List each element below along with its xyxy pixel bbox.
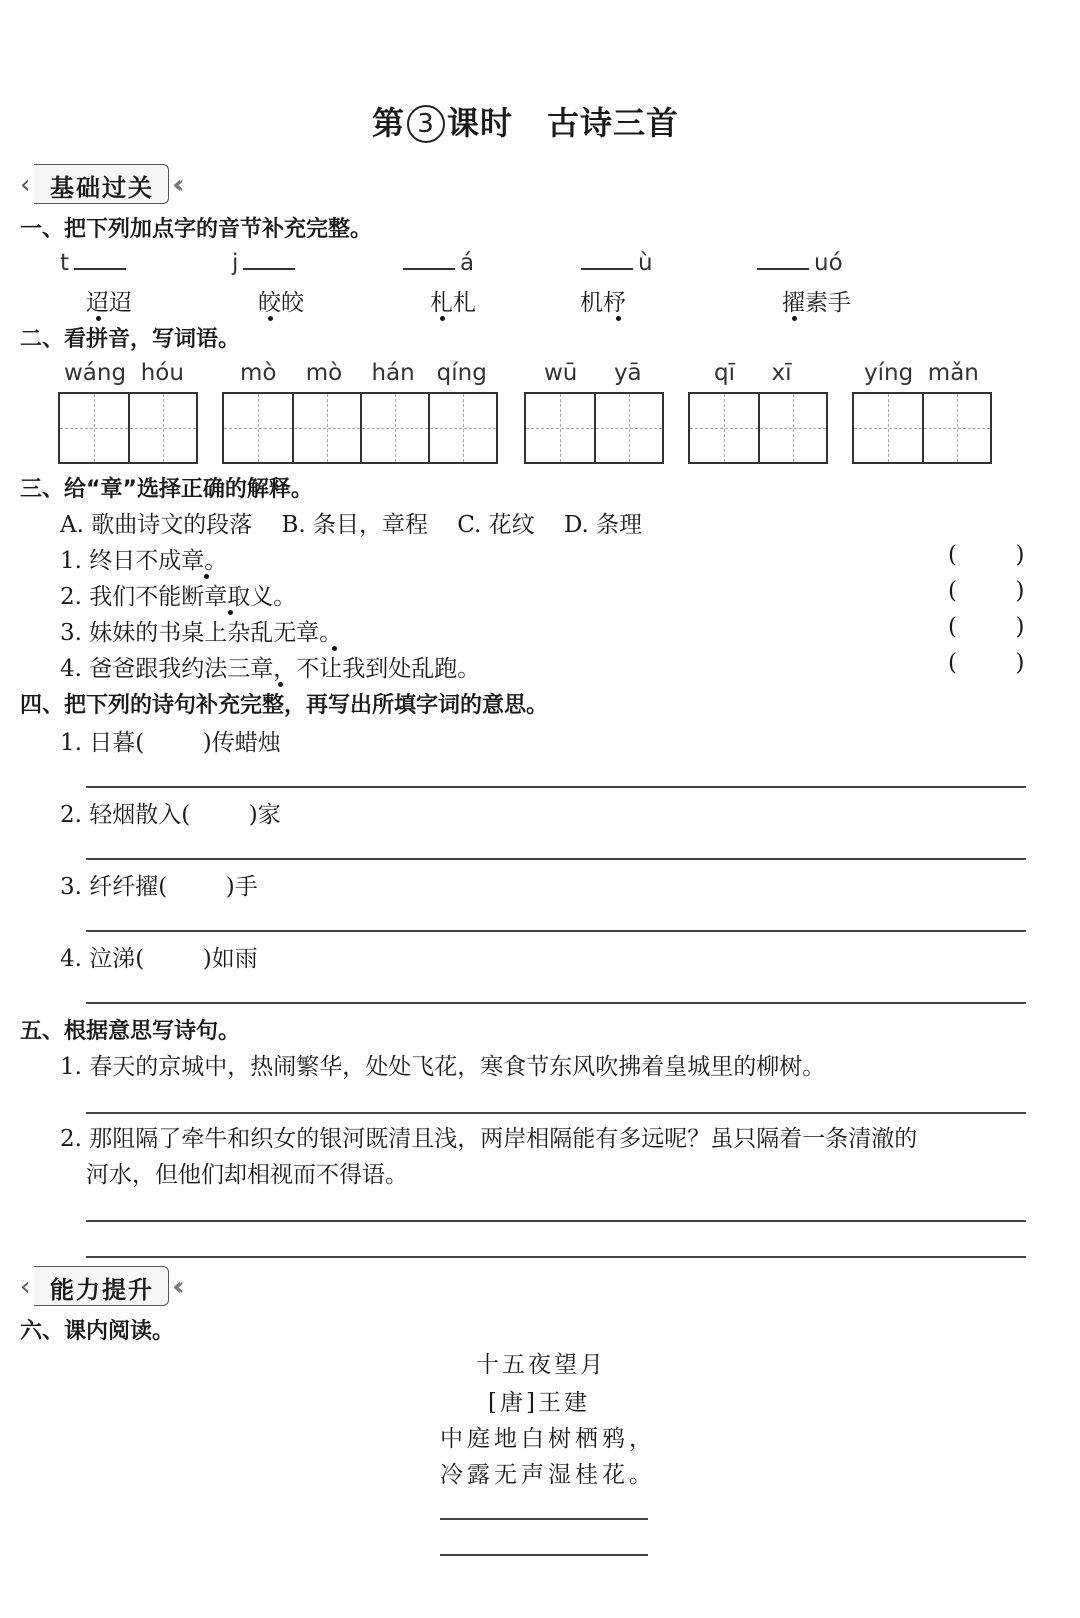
answer-bracket[interactable]: ( ) (948, 614, 1025, 640)
q2-pinyin-2: mò mò hán qíng (240, 360, 487, 386)
answer-blank[interactable] (757, 268, 809, 270)
q3-options: A. 歌曲诗文的段落 B. 条目，章程 C. 花纹 D. 条理 (60, 512, 643, 538)
q4-item-3: 3. 纤纤擢( )手 (60, 874, 258, 900)
emphasis-dot (96, 316, 101, 321)
q1-word-4: 机杼 (580, 290, 626, 316)
q1-word-2: 皎皎 (258, 290, 304, 316)
q1-word-5: 擢素手 (782, 290, 851, 316)
answer-bracket[interactable]: ( ) (948, 650, 1025, 676)
q4-item-1: 1. 日暮( )传蜡烛 (60, 730, 281, 756)
question-3-heading: 三、给“章”选择正确的解释。 (20, 477, 313, 502)
q3-item-2: 2. 我们不能断章取义。 (60, 584, 297, 610)
section-tab-ability (20, 1266, 200, 1306)
emphasis-dot (332, 646, 337, 651)
question-4-heading: 四、把下列的诗句补充完整，再写出所填字词的意思。 (20, 693, 549, 718)
title-name: 古诗三首 (547, 104, 680, 142)
q4-item-2: 2. 轻烟散入( )家 (60, 802, 281, 828)
title-prefix: 第 (372, 104, 406, 142)
q1-word-3: 札札 (430, 290, 476, 316)
emphasis-dot (792, 316, 797, 321)
section-label-ability: 能力提升 (50, 1276, 154, 1304)
poem-line-1: 中庭地白树栖鸦， (440, 1426, 656, 1452)
q1-syllable-3: á (398, 250, 474, 276)
q2-pinyin-5: yíng mǎn (864, 360, 979, 386)
section-label-basic: 基础过关 (50, 174, 154, 202)
answer-line[interactable] (86, 786, 1026, 788)
question-1-heading: 一、把下列加点字的音节补充完整。 (20, 217, 373, 242)
left-chevron-icon: ‹ (20, 170, 31, 200)
double-chevron-icon: ‹‹ (172, 1272, 177, 1302)
question-5-heading: 五、根据意思写诗句。 (20, 1019, 241, 1044)
answer-line[interactable] (86, 930, 1026, 932)
answer-blank[interactable] (74, 268, 126, 270)
answer-line[interactable] (440, 1518, 648, 1520)
q1-syllable-2: j (232, 250, 300, 276)
emphasis-dot (278, 682, 283, 687)
q3-item-1: 1. 终日不成章。 (60, 548, 228, 574)
answer-line[interactable] (86, 1220, 1026, 1222)
q2-pinyin-4: qī xī (714, 360, 792, 386)
section-tab-basic (20, 164, 200, 204)
answer-line[interactable] (86, 858, 1026, 860)
answer-blank[interactable] (243, 268, 295, 270)
q1-syllable-4: ù (576, 250, 653, 276)
poem-author: [唐]王建 (488, 1390, 590, 1416)
answer-line[interactable] (86, 1002, 1026, 1004)
answer-bracket[interactable]: ( ) (948, 578, 1025, 604)
q1-syllable-1: t (60, 250, 131, 276)
page-title (372, 98, 679, 144)
q2-pinyin-3: wū yā (544, 360, 642, 386)
title-suffix: 课时 (447, 104, 514, 142)
question-6-heading: 六、课内阅读。 (20, 1319, 175, 1344)
answer-line[interactable] (440, 1554, 648, 1556)
writing-grid-5[interactable] (852, 392, 992, 464)
emphasis-dot (268, 316, 273, 321)
q1-syllable-5: uó (752, 250, 843, 276)
writing-grid-4[interactable] (688, 392, 828, 464)
q5-item-1: 1. 春天的京城中，热闹繁华，处处飞花，寒食节东风吹拂着皇城里的柳树。 (60, 1054, 826, 1080)
question-2-heading: 二、看拼音，写词语。 (20, 327, 241, 352)
poem-line-2: 冷露无声湿桂花。 (440, 1462, 656, 1488)
q2-pinyin-1: wáng hóu (64, 360, 184, 386)
answer-blank[interactable] (581, 268, 633, 270)
answer-line[interactable] (86, 1256, 1026, 1258)
answer-blank[interactable] (403, 268, 455, 270)
writing-grid-3[interactable] (524, 392, 664, 464)
emphasis-dot (204, 574, 209, 579)
q5-item-2-line-2: 河水，但他们却相视而不得语。 (86, 1162, 408, 1188)
writing-grid-1[interactable] (58, 392, 198, 464)
q3-item-4: 4. 爸爸跟我约法三章，不让我到处乱跑。 (60, 656, 481, 682)
emphasis-dot (440, 316, 445, 321)
answer-line[interactable] (86, 1112, 1026, 1114)
answer-bracket[interactable]: ( ) (948, 542, 1025, 568)
emphasis-dot (616, 316, 621, 321)
q1-word-1: 迢迢 (86, 290, 132, 316)
q4-item-4: 4. 泣涕( )如雨 (60, 946, 258, 972)
lesson-number-badge: 3 (407, 105, 445, 143)
emphasis-dot (228, 610, 233, 615)
q3-item-3: 3. 妹妹的书桌上杂乱无章。 (60, 620, 343, 646)
writing-grid-2[interactable] (222, 392, 498, 464)
double-chevron-icon: ‹‹ (172, 170, 177, 200)
q5-item-2-line-1: 2. 那阻隔了牵牛和织女的银河既清且浅，两岸相隔能有多远呢？虽只隔着一条清澈的 (60, 1126, 918, 1152)
left-chevron-icon: ‹ (20, 1272, 31, 1302)
poem-title: 十五夜望月 (476, 1352, 606, 1378)
